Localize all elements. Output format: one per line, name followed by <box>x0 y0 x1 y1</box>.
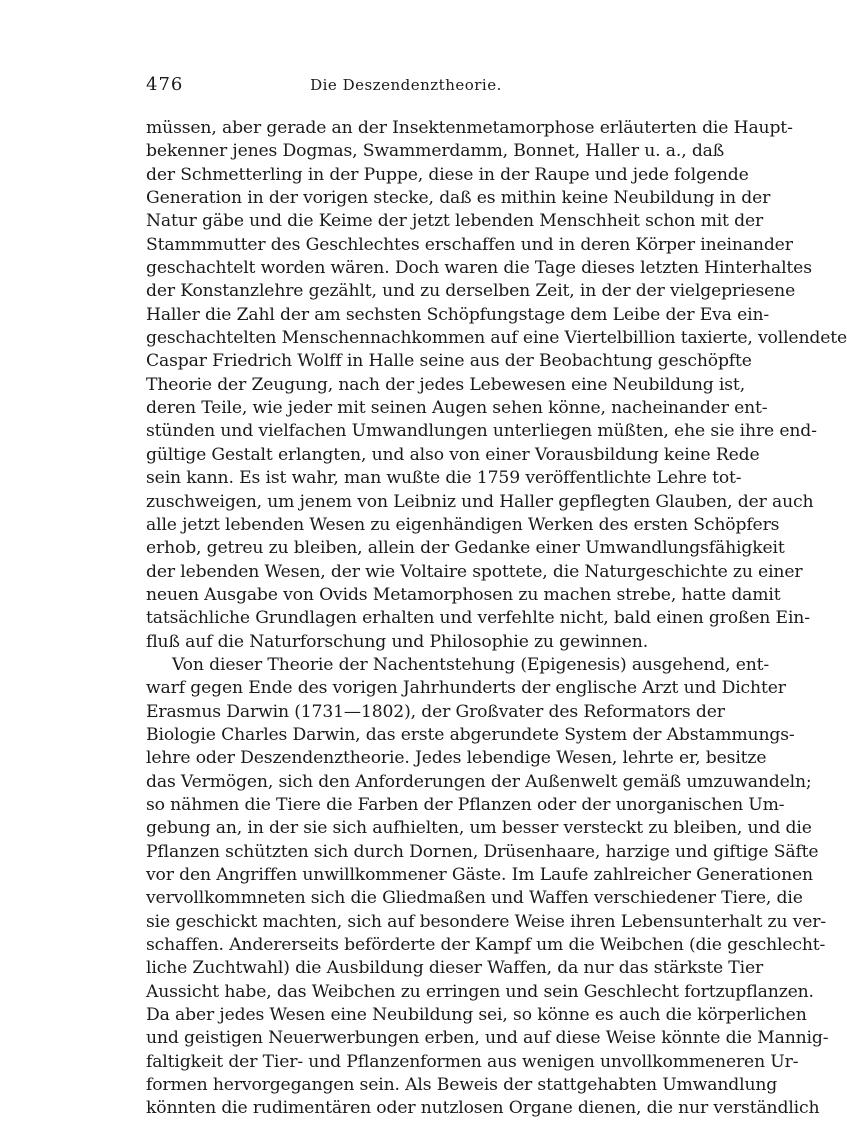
text-line: geschachtelt worden wären. Doch waren die Tage dieses letzten Hinterhaltes <box>146 258 812 279</box>
text-line: bekenner jenes Dogmas, Swammerdamm, Bonnet, Haller u. a., daß <box>146 141 725 162</box>
text-line: gültige Gestalt erlangten, und also von einer Vorausbildung keine Rede <box>146 444 760 465</box>
text-line: Von dieser Theorie der Nachentstehung (Epigenesis) ausgehend, ent- <box>172 654 770 675</box>
text-line: Aussicht habe, das Weibchen zu erringen und sein Geschlecht fortzupflanzen. <box>146 981 814 1002</box>
text-line: das Vermögen, sich den Anforderungen der Außenwelt gemäß umzuwandeln; <box>146 771 812 792</box>
text-line: lehre oder Deszendenztheorie. Jedes lebendige Wesen, lehrte er, besitze <box>146 748 767 769</box>
text-line: Biologie Charles Darwin, das erste abgerundete System der Abstammungs- <box>146 724 795 745</box>
text-line: vor den Angriffen unwillkommener Gäste. Im Laufe zahlreicher Generationen <box>146 865 813 885</box>
text-line: Stammmutter des Geschlechtes erschaffen und in deren Körper ineinander <box>146 234 793 255</box>
text-line: so nähmen die Tiere die Farben der Pflanzen oder der unorganischen Um- <box>146 794 785 815</box>
text-line: Haller die Zahl der am sechsten Schöpfungstage dem Leibe der Eva ein- <box>146 304 770 325</box>
page-header <box>146 74 666 102</box>
text-line: deren Teile, wie jeder mit seinen Augen sehen könne, nacheinander ent- <box>146 398 768 419</box>
text-line: warf gegen Ende des vorigen Jahrhunderts der englische Arzt und Dichter <box>146 678 786 699</box>
text-line: liche Zuchtwahl) die Ausbildung dieser Waffen, da nur das stärkste Tier <box>146 958 764 979</box>
text-line: schaffen. Andererseits beförderte der Kampf um die Weibchen (die geschlecht- <box>146 935 826 956</box>
text-line: der Konstanzlehre gezählt, und zu derselben Zeit, in der der vielgepriesene <box>146 281 796 302</box>
text-line: sie geschickt machten, sich auf besondere Weise ihren Lebensunterhalt zu ver- <box>146 911 827 932</box>
text-line: faltigkeit der Tier- und Pflanzenformen aus wenigen unvollkommeneren Ur- <box>146 1051 799 1072</box>
text-line: müssen, aber gerade an der Insektenmetamorphose erläuterten die Haupt- <box>146 118 793 138</box>
text-line: der lebenden Wesen, der wie Voltaire spottete, die Naturgeschichte zu einer <box>146 561 803 582</box>
text-line: gebung an, in der sie sich aufhielten, um besser versteckt zu bleiben, und die <box>146 818 812 839</box>
text-line: und geistigen Neuerwerbungen erben, und auf diese Weise könnte die Mannig- <box>146 1028 829 1049</box>
text-line: Pflanzen schützten sich durch Dornen, Drüsenhaare, harzige und giftige Säfte <box>146 841 819 862</box>
text-line: Natur gäbe und die Keime der jetzt lebenden Menschheit schon mit der <box>146 211 764 232</box>
body-text <box>146 117 847 1121</box>
text-line: sein kann. Es ist wahr, man wußte die 1759 veröffentlichte Lehre tot- <box>146 468 742 489</box>
text-line: könnten die rudimentären oder nutzlosen Organe dienen, die nur verständlich <box>146 1098 820 1119</box>
text-line: neuen Ausgabe von Ovids Metamorphosen zu machen strebe, hatte damit <box>146 584 781 605</box>
text-line: stünden und vielfachen Umwandlungen unterliegen müßten, ehe sie ihre end- <box>146 421 817 442</box>
text-line: Theorie der Zeugung, nach der jedes Lebewesen eine Neubildung ist, <box>146 374 746 395</box>
text-line: alle jetzt lebenden Wesen zu eigenhändigen Werken des ersten Schöpfers <box>146 514 780 535</box>
text-line: der Schmetterling in der Puppe, diese in der Raupe und jede folgende <box>146 164 749 185</box>
text-line: Da aber jedes Wesen eine Neubildung sei, so könne es auch die körperlichen <box>146 1005 807 1026</box>
page-number: 476 <box>146 74 184 95</box>
text-line: Caspar Friedrich Wolff in Halle seine aus der Beobachtung geschöpfte <box>146 351 752 372</box>
text-line: fluß auf die Naturforschung und Philosophie zu gewinnen. <box>146 631 649 652</box>
text-line: tatsächliche Grundlagen erhalten und verfehlte nicht, bald einen großen Ein- <box>146 608 810 629</box>
text-line: zuschweigen, um jenem von Leibniz und Haller gepflegten Glauben, der auch <box>146 491 814 512</box>
text-line: Generation in der vorigen stecke, daß es mithin keine Neubildung in der <box>146 188 771 209</box>
running-title: Die Deszendenztheorie. <box>310 76 502 94</box>
text-line: formen hervorgegangen sein. Als Beweis der stattgehabten Umwandlung <box>146 1075 778 1096</box>
text-line: geschachtelten Menschennachkommen auf eine Viertelbillion taxierte, vollendete <box>146 328 847 349</box>
text-line: erhob, getreu zu bleiben, allein der Gedanke einer Umwandlungsfähigkeit <box>146 538 785 559</box>
text-line: vervollkommneten sich die Gliedmaßen und Waffen verschiedener Tiere, die <box>146 888 803 909</box>
text-line: Erasmus Darwin (1731—1802), der Großvater des Reformators der <box>146 701 725 722</box>
